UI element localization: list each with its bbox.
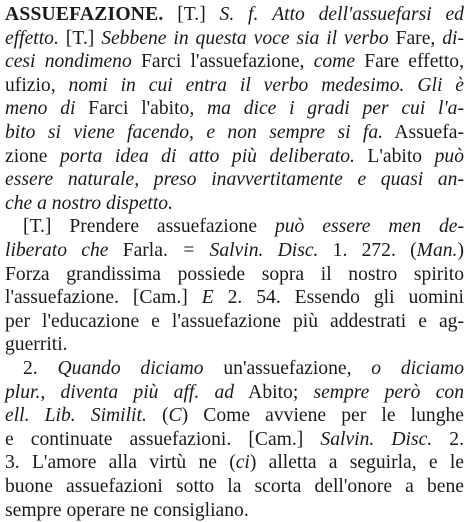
italic-run: ci (235, 452, 250, 474)
dictionary-entry (5, 3, 464, 521)
text-line (5, 168, 464, 191)
text-line (5, 145, 464, 168)
text-line (5, 333, 464, 356)
text-line (5, 192, 464, 215)
text-line (5, 310, 464, 333)
italic-run: Atto dell'assuefarsi ed (272, 4, 464, 25)
text-line (5, 286, 464, 309)
italic-run: meno di (5, 98, 76, 120)
italic-run: bito si viene facendo, e non sempre si fa. (5, 122, 384, 143)
italic-run: può (434, 145, 464, 167)
text-run: 1. 272. ( (318, 240, 417, 261)
italic-run: sempre però con (313, 381, 464, 403)
italic-run: che a nostro dispetto. (5, 192, 173, 214)
italic-run: effetto. (5, 27, 59, 49)
text-run: e continuate assuefazioni. [Cam.] (5, 428, 321, 450)
text-run: Fare effetto, (355, 51, 464, 73)
text-line (5, 50, 464, 73)
italic-run: E (201, 287, 214, 309)
text-run: Farci l'assuefazione, (131, 51, 314, 73)
text-line (5, 3, 464, 26)
text-run: Fare, (388, 27, 443, 49)
text-run: [T.] (177, 4, 220, 25)
text-run: 2. (23, 358, 58, 379)
italic-run: liberato che (5, 240, 109, 261)
text-run: Assuefa- (383, 122, 464, 143)
italic-run: S. f. (219, 4, 259, 25)
text-run: ) (457, 240, 464, 261)
headword: ASSUEFAZIONE. (5, 4, 164, 25)
text-run: 3. L'amore alla virtù ne ( (5, 452, 236, 474)
text-run: sempre operare ne consigliano. (5, 499, 249, 521)
text-line (5, 215, 464, 238)
text-line (5, 381, 464, 404)
text-line (5, 404, 464, 427)
text-run: [T.] Prendere assuefazione (23, 216, 275, 238)
text-run: [T.] (58, 27, 102, 49)
text-line (5, 428, 464, 451)
text-run: 2. (432, 428, 464, 450)
italic-run: C (168, 405, 182, 427)
text-run: per l'educazione e l'assuefazione più addestrati e ag- (5, 310, 464, 332)
text-run: un'assuefazione, (203, 358, 372, 379)
text-line (5, 97, 464, 120)
italic-run: = Salvin. Disc. (182, 240, 319, 261)
italic-run: ell. Lib. Similit. (5, 405, 147, 427)
text-run: buone assuefazioni sotto la scorta dell'onore a bene (5, 476, 464, 497)
italic-run: di- (442, 27, 464, 49)
italic-run: Quando diciamo (57, 358, 204, 379)
italic-run: come (313, 51, 356, 73)
text-line (5, 239, 464, 262)
italic-run: essere naturale, preso inavvertitamente e quasi an- (5, 169, 464, 191)
text-line (5, 27, 464, 50)
text-line (5, 357, 464, 380)
italic-run: Man. (416, 240, 458, 261)
text-run: ) Come avviene per le lunghe (181, 405, 464, 427)
text-run: Farci l'abito (75, 98, 190, 120)
text-line (5, 74, 464, 97)
text-run: l'assuefazione. [Cam.] (5, 287, 202, 309)
text-run: ) alletta a seguirla, e le (249, 452, 464, 474)
text-run: Farla. (108, 240, 183, 261)
italic-run: cesi nondimeno (5, 51, 132, 73)
italic-run: nomi in cui entra il verbo medesimo. Gli è (68, 74, 464, 96)
text-line (5, 451, 464, 474)
text-run: Forza grandissima possiede sopra il nostro spirito (5, 263, 464, 285)
italic-run: Salvin. Disc. (320, 428, 433, 450)
italic-run: o diciamo (371, 358, 464, 379)
text-line (5, 121, 464, 144)
text-run: ufizio, (5, 74, 69, 96)
text-run (258, 4, 272, 25)
text-line (5, 475, 464, 498)
text-run: ( (146, 405, 169, 427)
text-run: Abito; (234, 381, 314, 403)
italic-run: plur., diventa più aff. ad (5, 381, 235, 403)
text-run: zione (5, 145, 60, 167)
text-line (5, 263, 464, 286)
text-run: L'abito (354, 145, 435, 167)
text-line (5, 499, 464, 522)
italic-run: può essere men de- (274, 216, 464, 238)
italic-run: porta idea di atto più deliberato. (59, 145, 355, 167)
text-run: 2. 54. Essendo gli uomini (213, 287, 464, 309)
italic-run: Sebbene in questa voce sia il verbo (101, 27, 389, 49)
text-run: guerriti. (5, 334, 68, 356)
italic-run: , ma dice i gradi per cui l'a- (189, 98, 464, 120)
